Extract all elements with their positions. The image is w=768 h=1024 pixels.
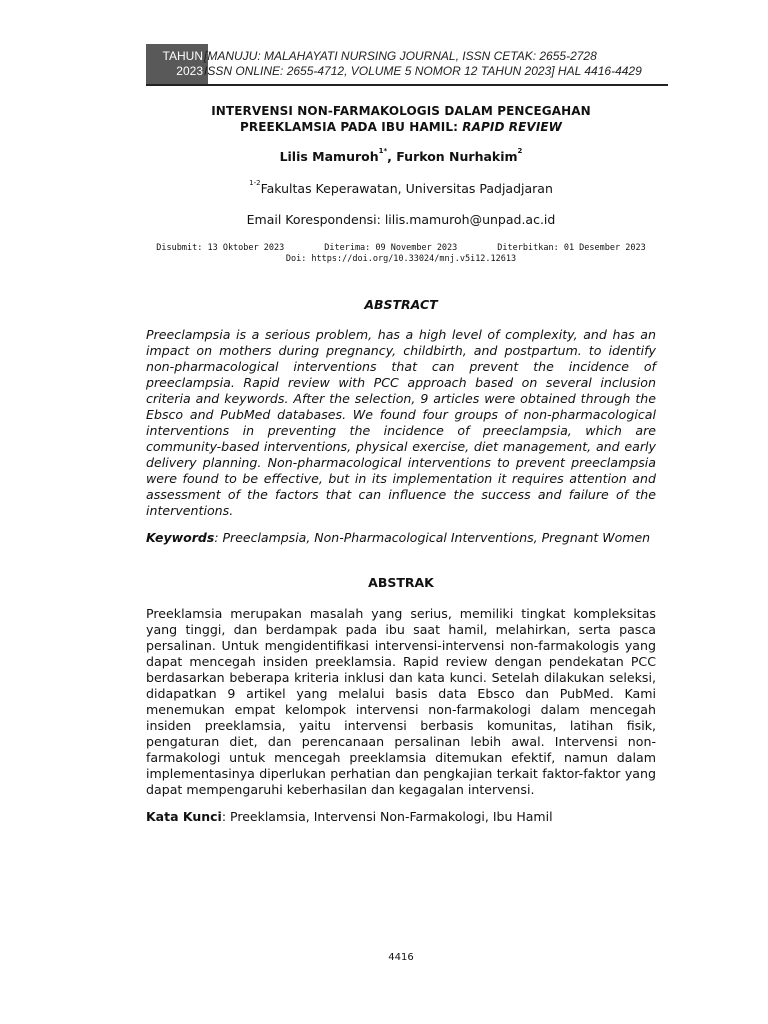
- abstract-body: Preeclampsia is a serious problem, has a high level of complexity, and has an impact on mothers during pregnancy, childbirth, and postpartum. to identify non-pharmacological interventions that can prevent the incidence of preeclampsia. Rapid review with PCC approach based on several inclusion criteria and keywords. After the selection, 9 articles were obtained through the Ebsco and PubMed databases. We found four groups of non-pharmacological interventions in preventing the incidence of preeclampsia, which are community-based interventions, physical exercise, diet management, and early delivery planning. Non-pharmacological interventions to prevent preeclampsia were found to be effective, but in its implementation it requires attention and assessment of the factors that can influence the success and failure of the interventions.: [146, 327, 656, 518]
- abstract-keywords: [146, 530, 656, 546]
- affiliation-text: Fakultas Keperawatan, Universitas Padjadjaran: [260, 181, 553, 196]
- correspondence-email: Email Korespondensi: lilis.mamuroh@unpad.ac.id: [246, 212, 556, 227]
- author-2: Furkon Nurhakim: [396, 149, 518, 164]
- author-1-sup: 1*: [378, 147, 388, 155]
- header-divider: [146, 84, 668, 86]
- journal-info: [204, 49, 674, 79]
- journal-line-1: [MANUJU: MALAHAYATI NURSING JOURNAL, ISSN CETAK: 2655-2728: [204, 49, 597, 63]
- accepted-date: Diterima: 09 November 2023: [324, 243, 458, 253]
- title-line-2-italic: RAPID REVIEW: [462, 120, 563, 134]
- author-1: Lilis Mamuroh: [279, 149, 379, 164]
- abstrak-keywords: [146, 809, 656, 825]
- abstrak-heading: ABSTRAK: [368, 575, 434, 590]
- kata-kunci-text: : Preeklamsia, Intervensi Non-Farmakologi, Ibu Hamil: [221, 809, 553, 824]
- affiliation: [146, 181, 656, 196]
- title-line-2: [146, 119, 656, 135]
- year-label: TAHUN: [162, 49, 203, 63]
- title-line-2-main: PREEKLAMSIA PADA IBU HAMIL:: [239, 120, 463, 134]
- dates-row: [146, 243, 656, 254]
- author-2-sup: 2: [517, 147, 523, 155]
- abstrak-body: Preeklamsia merupakan masalah yang serius, memiliki tingkat kompleksitas yang tinggi, dan berdampak pada ibu saat hamil, melahirkan, serta pasca persalinan. Untuk mengidentifikasi intervensi-intervensi non-farmakologis yang dapat mencegah insiden preeklamsia. Rapid review dengan pendekatan PCC berdasarkan beberapa kriteria inklusi dan kata kunci. Setelah dilakukan seleksi, didapatkan 9 artikel yang melalui basis data Ebsco dan PubMed. Kami menemukan empat kelompok intervensi non-farmakologi dalam mencegah insiden preeklamsia, yaitu intervensi berbasis komunitas, latihan fisik, pengaturan diet, dan perencanaan persalinan lebih awal. Intervensi non-farmakologi untuk mencegah preeklamsia ditemukan efektif, namun dalam implementasinya diperlukan perhatian dan pengkajian terkait faktor-faktor yang dapat mempengaruhi keberhasilan dan kegagalan intervensi.: [146, 606, 656, 797]
- year-value: 2023: [176, 64, 203, 78]
- article-dates: [146, 243, 656, 265]
- abstract-heading: ABSTRACT: [364, 297, 438, 312]
- journal-header: [146, 44, 668, 84]
- submitted-date: Disubmit: 13 Oktober 2023: [156, 243, 285, 253]
- keywords-label: Keywords: [146, 530, 215, 545]
- author-separator: ,: [387, 149, 397, 164]
- page-number: 4416: [388, 952, 414, 963]
- journal-line-2: ISSN ONLINE: 2655-4712, VOLUME 5 NOMOR 12 TAHUN 2023] HAL 4416-4429: [204, 64, 642, 78]
- doi: Doi: https://doi.org/10.33024/mnj.v5i12.12613: [285, 254, 517, 264]
- year-badge: [146, 44, 208, 84]
- authors: [146, 149, 656, 164]
- title-line-1: INTERVENSI NON-FARMAKOLOGIS DALAM PENCEGAHAN: [211, 104, 591, 118]
- paper-title: [146, 103, 656, 135]
- affiliation-sup: 1-2: [249, 179, 261, 187]
- kata-kunci-label: Kata Kunci: [146, 809, 222, 824]
- keywords-text: : Preeclampsia, Non-Pharmacological Interventions, Pregnant Women: [214, 530, 651, 545]
- published-date: Diterbitkan: 01 Desember 2023: [497, 243, 646, 253]
